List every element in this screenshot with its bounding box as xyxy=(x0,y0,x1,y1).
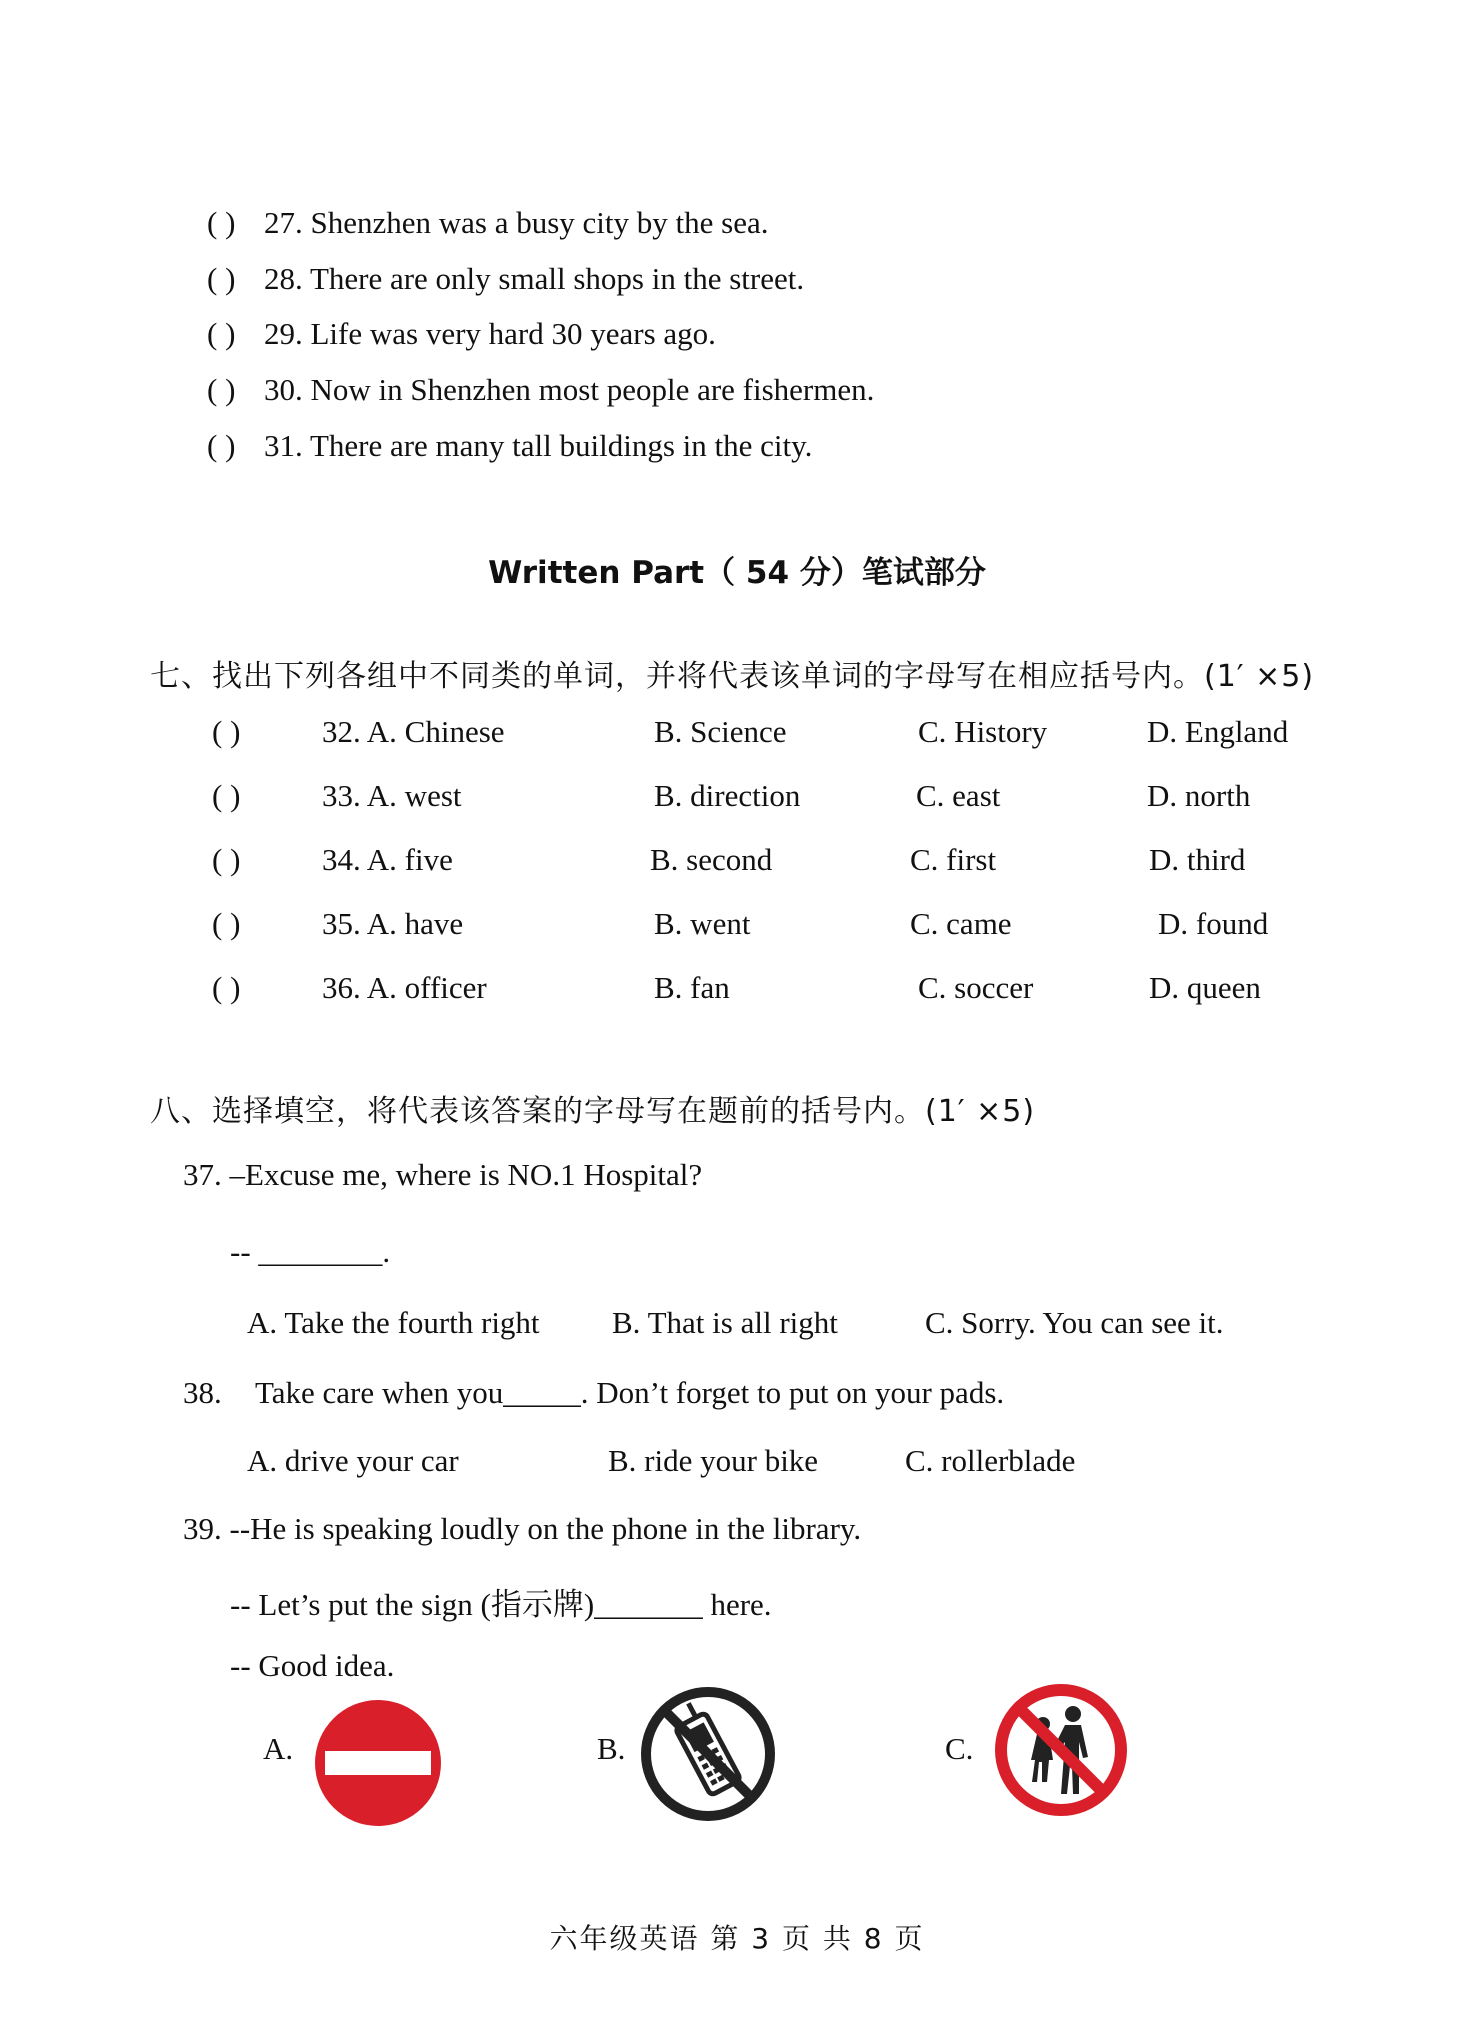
answer-bracket[interactable]: ( ) xyxy=(212,714,241,749)
section-7-heading: 七、找出下列各组中不同类的单词，并将代表该单词的字母写在相应括号内。(1′ ×5) xyxy=(150,659,1315,694)
answer-bracket[interactable]: ( ) xyxy=(212,906,241,941)
option-a: 36. A. officer xyxy=(322,970,487,1005)
question-39: 39. --He is speaking loudly on the phone in the library. xyxy=(183,1511,862,1546)
option-label-b: B. xyxy=(597,1731,626,1766)
no-entry-sign-icon xyxy=(313,1698,443,1828)
item-text: 27. Shenzhen was a busy city by the sea. xyxy=(264,205,769,240)
question-38: Take care when you_____. Don’t forget to put on your pads. xyxy=(255,1375,1005,1410)
option-b: B. second xyxy=(650,842,773,877)
option-label-a: A. xyxy=(263,1731,294,1766)
option-a: 35. A. have xyxy=(322,906,464,941)
option-b: B. went xyxy=(654,906,751,941)
option-c: C. History xyxy=(918,714,1048,749)
option-a: A. drive your car xyxy=(247,1443,459,1478)
dialogue-line-2: -- Let’s put the sign (指示牌)_______ here. xyxy=(230,1587,772,1622)
option-c: C. first xyxy=(910,842,997,877)
answer-bracket[interactable]: ( ) xyxy=(207,205,236,240)
no-mobile-phone-sign-icon xyxy=(640,1686,776,1822)
option-c: C. soccer xyxy=(918,970,1034,1005)
table-row xyxy=(0,842,1474,882)
option-b: B. ride your bike xyxy=(608,1443,819,1478)
item-text: 31. There are many tall buildings in the city. xyxy=(264,428,813,463)
option-b: B. fan xyxy=(654,970,730,1005)
option-c: C. Sorry. You can see it. xyxy=(925,1305,1224,1340)
no-pedestrians-sign-icon xyxy=(993,1682,1129,1818)
question-37: 37. –Excuse me, where is NO.1 Hospital? xyxy=(183,1157,703,1192)
option-a: A. Take the fourth right xyxy=(247,1305,540,1340)
item-text: 30. Now in Shenzhen most people are fishermen. xyxy=(264,372,875,407)
answer-bracket[interactable]: ( ) xyxy=(212,970,241,1005)
list-item xyxy=(0,261,1000,301)
answer-bracket[interactable]: ( ) xyxy=(207,372,236,407)
table-row xyxy=(0,778,1474,818)
list-item xyxy=(0,372,1000,412)
answer-bracket[interactable]: ( ) xyxy=(207,261,236,296)
option-d: D. found xyxy=(1158,906,1269,941)
option-d: D. third xyxy=(1149,842,1246,877)
option-a: 32. A. Chinese xyxy=(322,714,505,749)
option-c: C. came xyxy=(910,906,1012,941)
option-c: C. east xyxy=(916,778,1001,813)
section-title-written-part: Written Part（ 54 分）笔试部分 xyxy=(488,555,986,591)
list-item xyxy=(0,428,1000,468)
list-item xyxy=(0,205,1000,245)
item-text: 29. Life was very hard 30 years ago. xyxy=(264,316,716,351)
option-b: B. Science xyxy=(654,714,787,749)
answer-bracket[interactable]: ( ) xyxy=(207,316,236,351)
table-row xyxy=(0,970,1474,1010)
option-c: C. rollerblade xyxy=(905,1443,1076,1478)
option-a: 34. A. five xyxy=(322,842,453,877)
item-text: 28. There are only small shops in the street. xyxy=(264,261,805,296)
option-b: B. That is all right xyxy=(612,1305,838,1340)
section-8-heading: 八、选择填空，将代表该答案的字母写在题前的括号内。(1′ ×5) xyxy=(150,1094,1036,1129)
table-row xyxy=(0,906,1474,946)
page-footer: 六年级英语 第 3 页 共 8 页 xyxy=(549,1922,925,1955)
option-label-c: C. xyxy=(945,1731,974,1766)
option-d: D. north xyxy=(1147,778,1251,813)
option-b: B. direction xyxy=(654,778,801,813)
option-a: 33. A. west xyxy=(322,778,462,813)
option-d: D. queen xyxy=(1149,970,1261,1005)
dialogue-line-3: -- Good idea. xyxy=(230,1648,395,1683)
answer-bracket[interactable]: ( ) xyxy=(212,778,241,813)
answer-blank-37[interactable]: -- ________. xyxy=(230,1234,391,1269)
question-number-38: 38. xyxy=(183,1375,222,1410)
option-d: D. England xyxy=(1147,714,1289,749)
answer-bracket[interactable]: ( ) xyxy=(207,428,236,463)
answer-bracket[interactable]: ( ) xyxy=(212,842,241,877)
table-row xyxy=(0,714,1474,754)
list-item xyxy=(0,316,1000,356)
